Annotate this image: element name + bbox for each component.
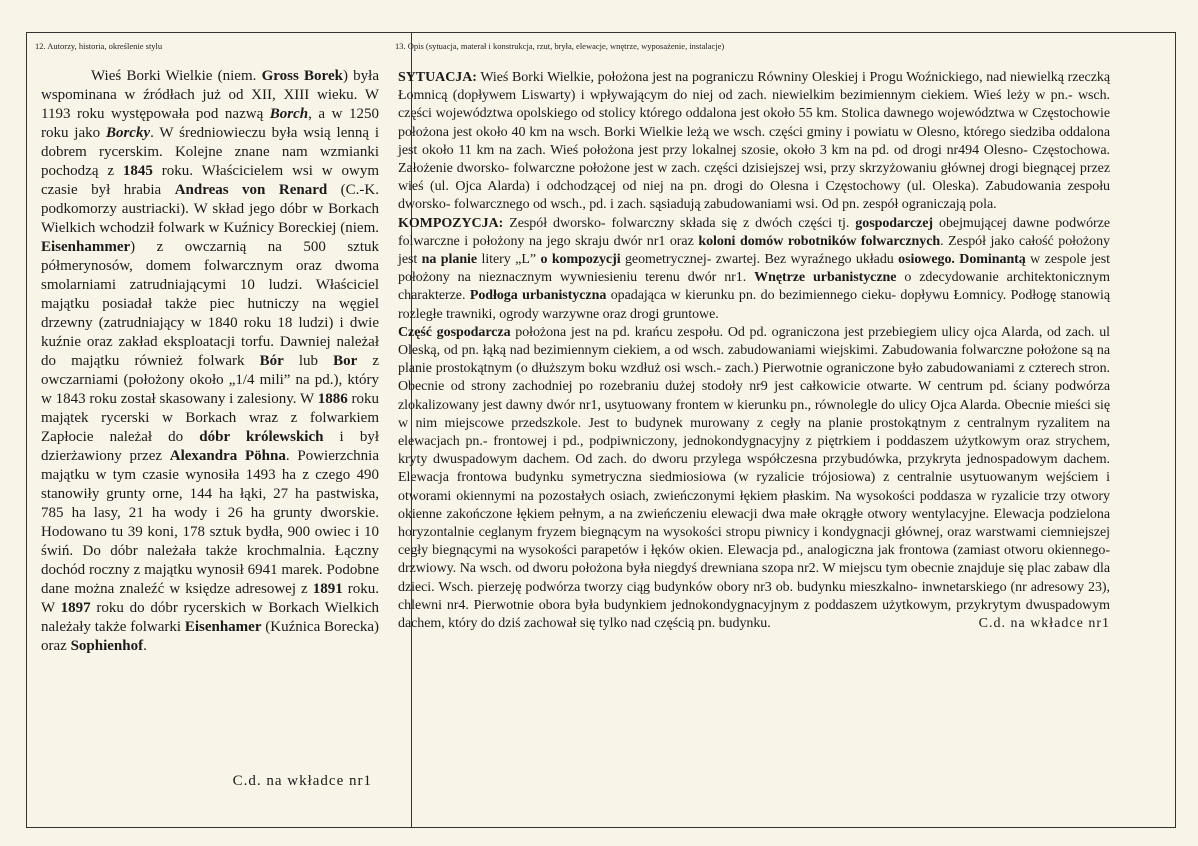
text-run: ) była wspominana w źródłach już od XII, XIII wieku. W 1193 roku występowała pod nazwą (41, 68, 379, 122)
text-run: roku majątek rycerski w Borkach wraz z folwarkiem Zapłocie należał do (41, 391, 380, 445)
text-run: litery „L” (477, 252, 541, 268)
text-run: . Powierzchnia majątku w tym czasie wynosiła 1493 ha z czego 490 stanowiły grunty orne, 144 ha łąki, 27 ha pastwiska, 785 ha lasy, 21 ha wody i 26 ha grunty dworskie. Hodowano tu 39 koni, 178 sztuk bydła, 900 owiec i 10 świń. Do dóbr należała także krochmalnia. Łączny dochód roczny z majątku wynosił 6941 marek. Podobne dane można znaleźć w księdze adresowej z (41, 448, 379, 597)
text-run: (C.-K. podkomorzy austriacki). W skład jego dóbr w Borkach Wielkich wchodził folwark w Kuźnicy Boreckiej (niem. (41, 182, 379, 236)
bold-text-run: gospodarczej (855, 215, 933, 231)
bold-text-run: dóbr królewskich (199, 429, 324, 445)
bold-text-run: na planie (421, 252, 478, 268)
bold-text-run: Wnętrze urbanistyczne (754, 270, 897, 286)
text-run: Wieś Borki Wielkie (niem. (91, 68, 262, 84)
description-column (398, 69, 1110, 633)
text-run: (Kuźnica Borecka) oraz (41, 619, 380, 654)
text-run: w zespole jest położony na nieznacznym wywniesieniu terenu dwór nr1. (398, 252, 1110, 286)
history-column (41, 67, 379, 656)
bold-text-run: 1897 (60, 600, 91, 616)
text-run: . (143, 638, 147, 654)
bold-text-run: koloni domów robotników folwarcznych (698, 233, 941, 249)
bold-text-run: osiowego. Dominantą (898, 252, 1026, 268)
bold-text-run: Borcky (105, 125, 151, 141)
text-run: , a w 1250 roku jako (41, 106, 379, 141)
text-run: roku do dóbr rycerskich w Borkach Wielkich należały także folwarki (41, 600, 379, 635)
bold-text-run: 1845 (122, 163, 153, 179)
field-13-label: 13. Opis (sytuacja, materał i konstrukcja, rzut, bryła, elewacje, wnętrze, wyposażenie, instalacje) (395, 41, 725, 51)
text-run: roku. Właścicielem wsi w owym czasie był hrabia (41, 163, 379, 198)
bold-text-run: Eisenhammer (41, 239, 131, 255)
farm-part-paragraph (398, 324, 1110, 633)
text-run: roku. W (41, 581, 380, 616)
bold-text-run: Andreas von Renard (174, 182, 328, 198)
bold-text-run: Borch (269, 106, 309, 122)
text-run: opadająca w kierunku pn. do bezimiennego cieku- dopływu Łomnicy. Podłogę stanowią rozległe trawniki, ogrody warzywne oraz drogi gruntowe. (398, 288, 1110, 322)
bold-text-run: Alexandra Pöhna (169, 448, 286, 464)
text-run: obejmującej dawne podwórze folwarczne i położony na jego skraju dwór nr1 oraz (398, 215, 1110, 249)
bold-text-run: KOMPOZYCJA: (398, 215, 504, 231)
continued-note-left: C.d. na wkładce nr1 (232, 773, 372, 789)
text-run: ) z owczarnią na 500 sztuk półmerynosów, domem folwarcznym oraz dwoma smolarniami zatrudniającymi 10 ludzi. Właściciel majątku posiadał także piec hutniczy na węgiel drzewny (zatrudniający w 1840 roku 18 ludzi) i dwie kuźnie oraz zakład eksploatacji torfu. Dawniej należał do majątku również folwark (41, 239, 379, 369)
text-run: Wieś Borki Wielkie, położona jest na pograniczu Równiny Oleskiej i Progu Woźnickiego, nad niewielką rzeczką Łomnicą (dopływem Liswarty) i wpływającym do niej od zach. niewielkim bezimiennym ciekiem. Wieś leży w pn.- wsch. części województwa opolskiego od stolicy którego oddalona jest około 55 km. Stolica dawnego województwa w Częstochowie położona jest około 40 km na wsch. Borki Wielkie leżą we wsch. części gminy i powiatu w Olesno, którego siedziba oddalona jest około 11 km na zach. Wieś położona jest przy lokalnej szosie, około 3 km na pd. od drogi nr494 Olesno- Częstochowa. Założenie dworsko- folwarczne położone jest w zach. części dzisiejszej wsi, przy skrzyżowaniu głównej drogi biegnącej przez wieś (ul. Ojca Alarda) i odchodzącej od niej na pn. drogi do Olesna i Częstochowy (ul. Oleska). Zabudowania zespołu dworsko- folwarcznego od wsch., pd. i zach. sąsiadują zabudowaniami wsi. Od pn. zespół ograniczają pola. (398, 70, 1110, 213)
text-run: o zdecydowanie architektonicznym charakterze. (398, 270, 1110, 304)
text-run: . Zespół jako całość położony jest (398, 233, 1110, 268)
bold-text-run: Bór (259, 353, 284, 369)
composition-paragraph (398, 215, 1110, 324)
bold-text-run: Sophienhof (70, 638, 144, 654)
situation-paragraph (398, 69, 1110, 215)
bold-text-run: o kompozycji (540, 252, 621, 268)
bold-text-run: Eisenhamer (184, 619, 262, 635)
form-frame (26, 32, 1176, 828)
bold-text-run: Bor (333, 353, 358, 369)
bold-text-run: 1886 (317, 391, 348, 407)
text-run: Zespół dworsko- folwarczny składa się z dwóch części tj. (503, 215, 856, 231)
field-12-label: 12. Autorzy, historia, określenie stylu (35, 41, 163, 51)
bold-text-run: Gross Borek (261, 68, 343, 84)
bold-text-run: Część gospodarcza (398, 324, 511, 340)
text-run: z owczarniami (położony około „1/4 mili” na pd.), który w 1843 roku został skasowany i zalesiony. W (41, 353, 379, 407)
text-run: . W średniowieczu była wsią lenną i dobrem rycerskim. Kolejne znane nam wzmianki pochodzą z (41, 125, 379, 179)
bold-text-run: Podłoga urbanistyczna (469, 288, 607, 304)
text-run: i był dzierżawiony przez (41, 429, 380, 464)
text-run: położona jest na pd. krańcu zespołu. Od pd. ograniczona jest przebiegiem ulicy ojca Alarda, od zach. ul Oleską, od pn. łąką nad bezimiennym ciekiem, a od wsch. zabudowaniami wiejskimi. Zabudowania folwarczne położone są na planie prostokątnym (o dłuższym boku wzdłuż osi wsch.- zach.) Pierwotnie ograniczone było zabudowaniami z czterech stron. Obecnie od strony zachodniej po rozebraniu dużej stodoły nr9 jest całkowicie otwarte. W centrum pd. ściany podwórza zlokalizowany jest dawny dwór nr1, usytuowany frontem w kierunku pn., równolegle do ulicy Ojca Alarda. Obecnie mieści się w nim miejscowe przedszkole. Jest to budynek murowany z cegły na planie prostokątnym z centralnym ryzalitem na elewacjach pn.- frontowej i pd., podpiwniczony, jednokondygnacyjny z piętrkiem i poddaszem użytkowym oraz strychem, kryty dwuspadowym dachem. Od zach. do dworu przylega współczesna przybudówka, przykryta jednospadowym dachem. Elewacja frontowa budynku symetryczna siedmiosiowa (w ryzalicie trójosiowa) z centralnie usytuowanym wejściem i otworami okiennymi na pozostałych osiach, zwieńczonymi łękiem płaskim. Na wysokości poddasza w ryzalicie trzy otwory okienne zakończone łękiem pełnym, a na zwieńczeniu elewacji dwa małe okrągłe otwory wentylacyjne. Elewacja podzielona horyzontalnie ceglanym fryzem biegnącym na wysokości stropu piwnicy i kondygnacji głównej, oraz warstwami ciemniejszej cegły biegnącymi na wysokości parapetów i łęków okien. Elewacja pd., analogiczna jak frontowa (zamiast otworu okiennego- drzwiowy. Na wsch. od dworu położona była niegdyś drewniana szopa nr2. W miejscu tym obecnie znajduje się plac zabaw dla dzieci. Wsch. pierzeję podwórza tworzy ciąg budynków obory nr3 ob. budynku mieszkalno- inwnetarskiego (nr adresowy 23), chlewni nr4. Pierwotnie obora była budynkiem jednokondygnacyjnym z poddaszem użytkowym, przykrytym dwuspadowym dachem, który do dziś zachował się tylko nad częścią pn. budynku. (398, 324, 1110, 632)
bold-text-run: SYTUACJA: (398, 70, 477, 85)
history-paragraph (41, 67, 379, 656)
text-run: geometrycznej- zwartej. Bez wyraźnego układu (620, 252, 899, 268)
text-run: lub (283, 353, 334, 369)
bold-text-run: 1891 (312, 581, 343, 597)
continued-note-right: C.d. na wkładce nr1 (978, 616, 1110, 632)
